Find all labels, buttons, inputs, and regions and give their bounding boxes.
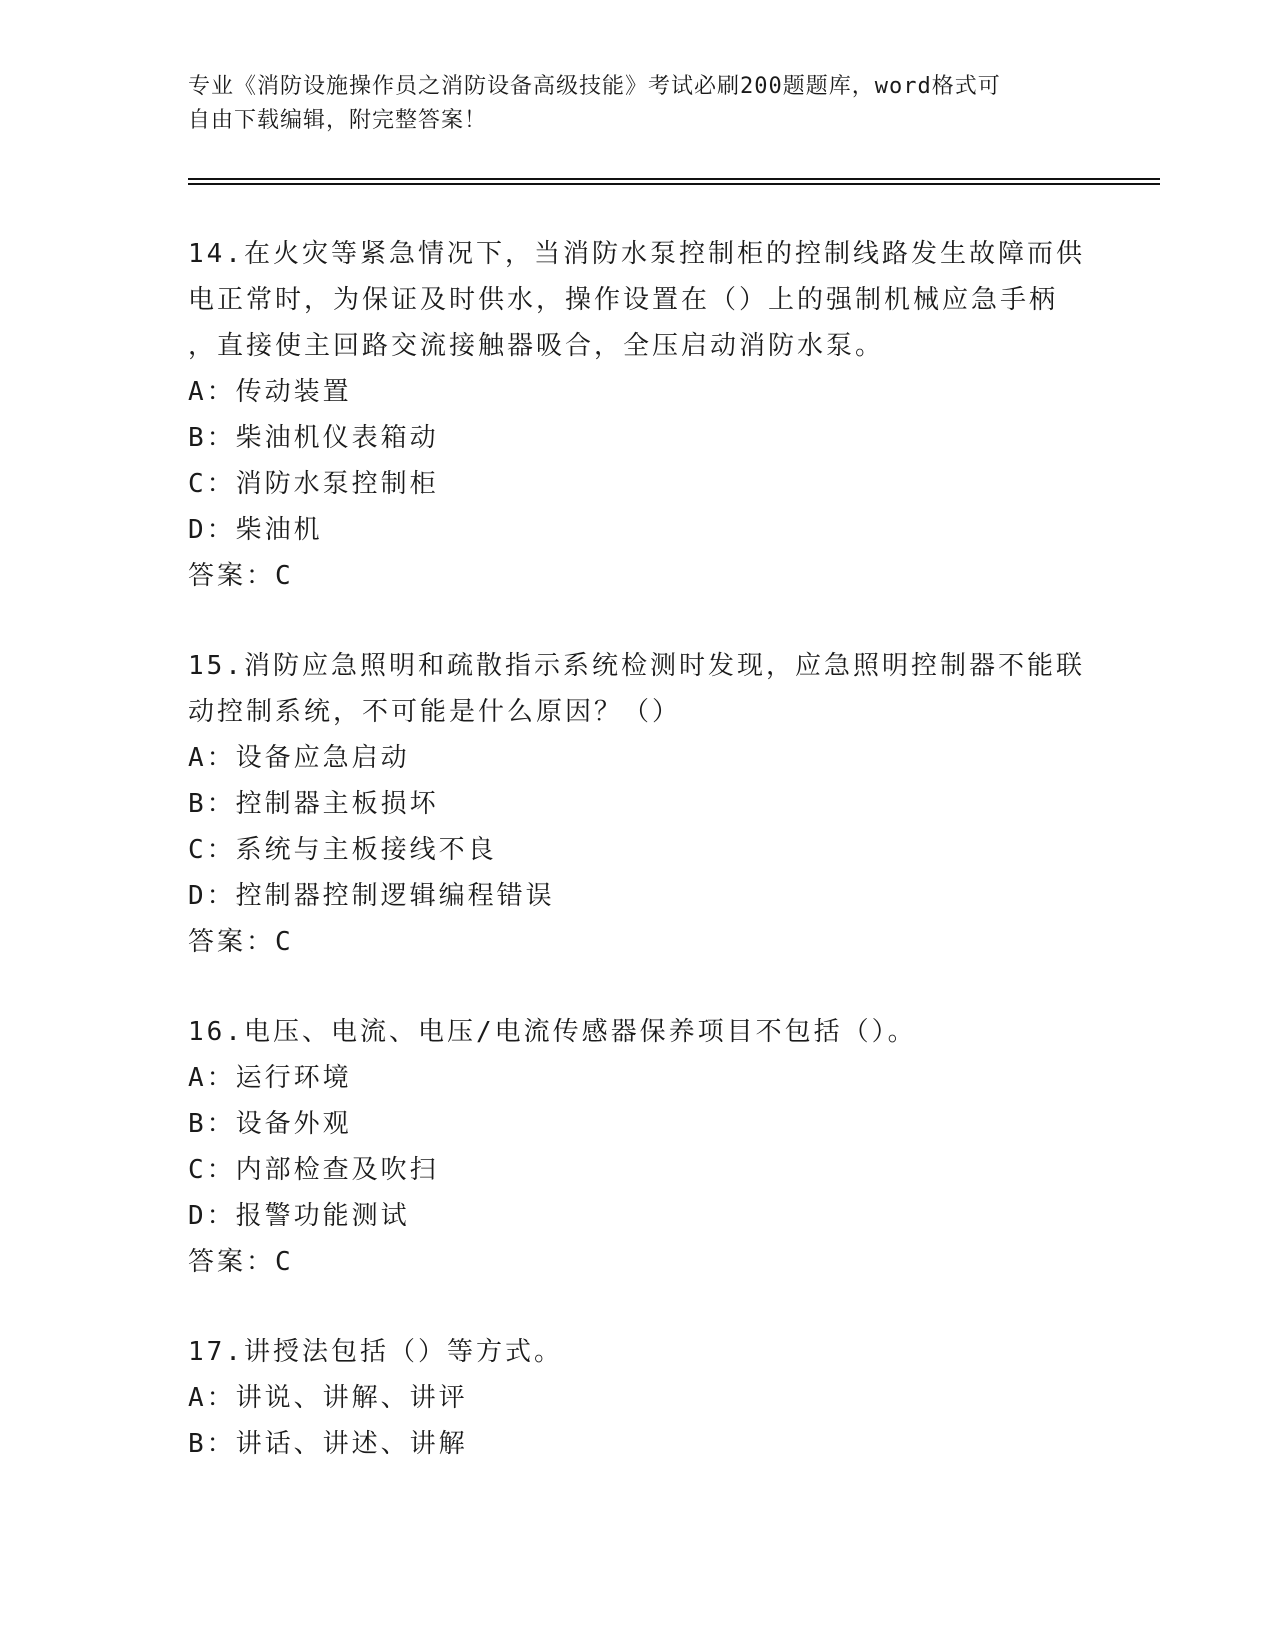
option-d: D：柴油机: [188, 515, 323, 545]
option-b: B：柴油机仪表箱动: [188, 423, 439, 453]
option-b: B：控制器主板损坏: [188, 789, 439, 819]
option-a: A：传动装置: [188, 377, 352, 407]
question-stem-line: 15.消防应急照明和疏散指示系统检测时发现，应急照明控制器不能联: [188, 651, 1085, 681]
question-stem-line: 16.电压、电流、电压/电流传感器保养项目不包括（）。: [188, 1017, 917, 1047]
answer: 答案：C: [188, 561, 294, 591]
header-line-1: 专业《消防设施操作员之消防设备高级技能》考试必刷200题题库，word格式可: [188, 74, 1001, 99]
question-stem-line: 电正常时，为保证及时供水，操作设置在（）上的强制机械应急手柄: [188, 285, 1059, 315]
option-b: B：讲话、讲述、讲解: [188, 1429, 468, 1459]
question-stem-line: 17.讲授法包括（）等方式。: [188, 1337, 563, 1367]
option-a: A：运行环境: [188, 1063, 352, 1093]
question-stem-line: 动控制系统，不可能是什么原因？（）: [188, 697, 682, 727]
option-c: C：内部检查及吹扫: [188, 1155, 439, 1185]
question-14: [188, 231, 1088, 599]
answer: 答案：C: [188, 927, 294, 957]
option-a: A：讲说、讲解、讲评: [188, 1383, 468, 1413]
option-a: A：设备应急启动: [188, 743, 410, 773]
header-divider-bottom: [188, 183, 1160, 185]
question-stem-line: 14.在火灾等紧急情况下，当消防水泵控制柜的控制线路发生故障而供: [188, 239, 1085, 269]
option-d: D：报警功能测试: [188, 1201, 410, 1231]
question-17: [188, 1329, 1088, 1467]
option-c: C：系统与主板接线不良: [188, 835, 497, 865]
question-15: [188, 643, 1088, 965]
option-d: D：控制器控制逻辑编程错误: [188, 881, 555, 911]
header-divider-top: [188, 178, 1160, 180]
option-c: C：消防水泵控制柜: [188, 469, 439, 499]
question-16: [188, 1009, 1088, 1285]
question-stem-line: ，直接使主回路交流接触器吸合，全压启动消防水泵。: [188, 331, 885, 361]
answer: 答案：C: [188, 1247, 294, 1277]
document-header: [188, 70, 1088, 138]
option-b: B：设备外观: [188, 1109, 352, 1139]
question-list: [188, 231, 1088, 1511]
header-line-2: 自由下载编辑，附完整答案！: [188, 108, 488, 133]
